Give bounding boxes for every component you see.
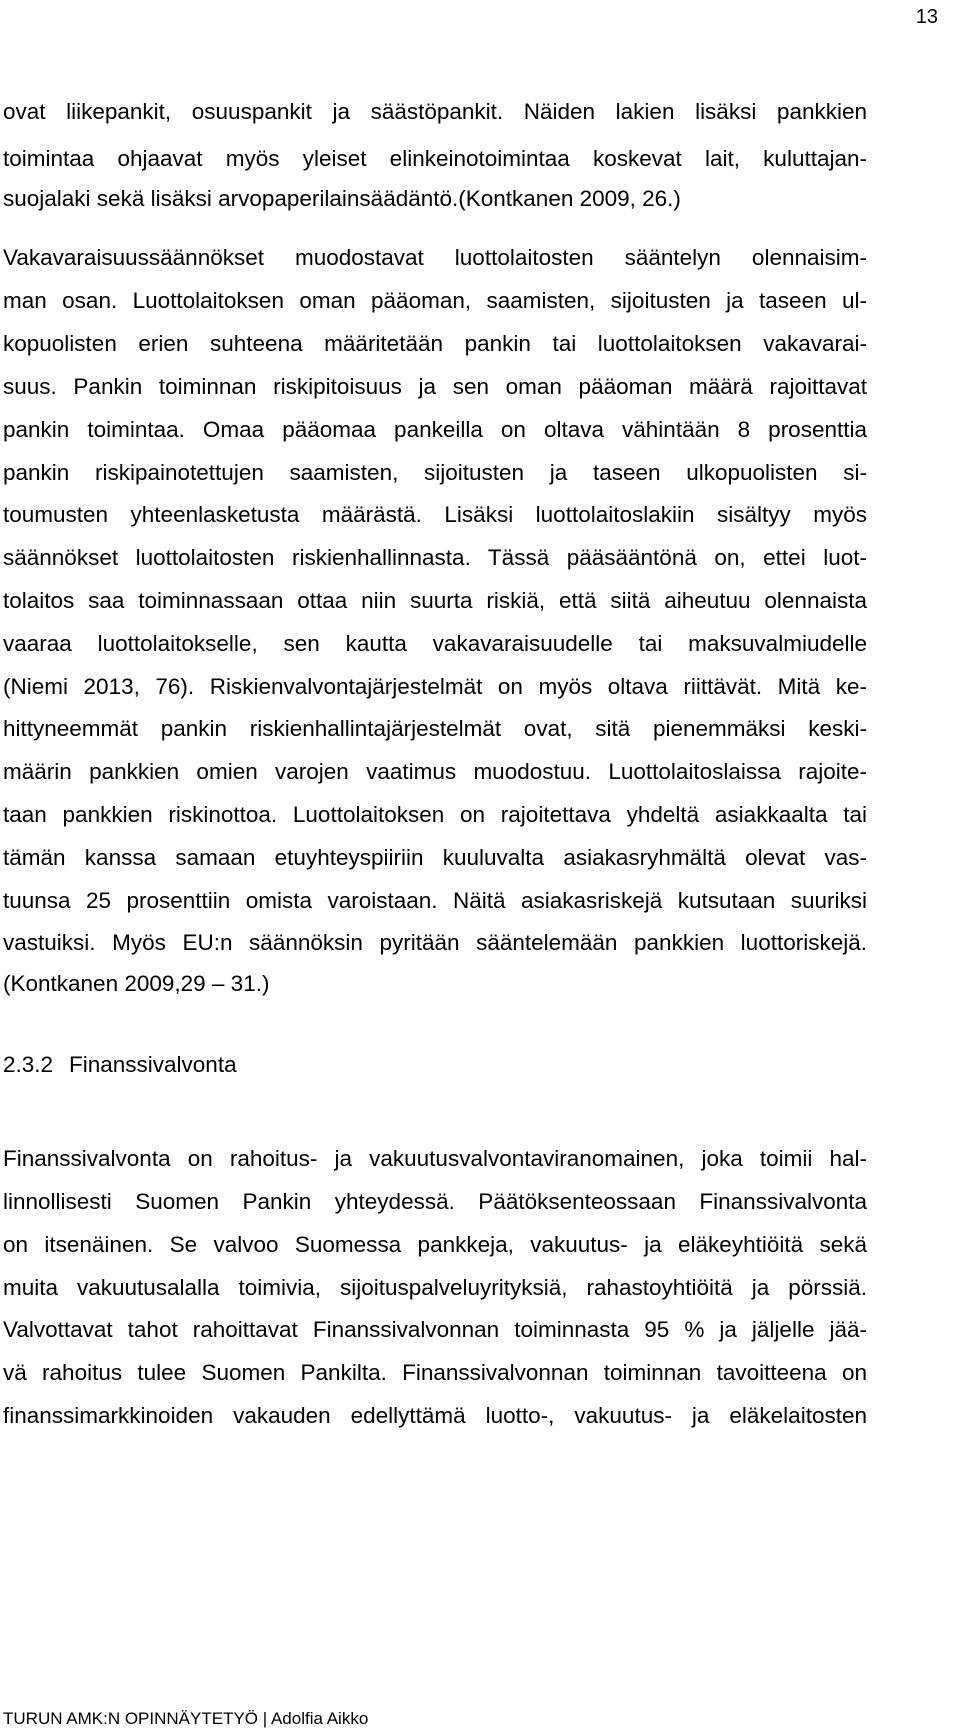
paragraph-line: määrin pankkien omien varojen vaatimus muodostuu. Luottolaitoslaissa rajoite- bbox=[3, 759, 867, 784]
paragraph-line: pankin toimintaa. Omaa pääomaa pankeilla on oltava vähintään 8 prosenttia bbox=[3, 417, 867, 442]
paragraph-line: tuunsa 25 prosenttiin omista varoistaan. Näitä asiakasriskejä kutsutaan suuriksi bbox=[3, 888, 867, 913]
paragraph-line: on itsenäinen. Se valvoo Suomessa pankkeja, vakuutus- ja eläkeyhtiöitä sekä bbox=[3, 1232, 867, 1257]
section-title: Finanssivalvonta bbox=[69, 1052, 237, 1077]
paragraph-line: suojalaki sekä lisäksi arvopaperilainsäädäntö.(Kontkanen 2009, 26.) bbox=[3, 186, 681, 211]
section-heading bbox=[3, 1050, 237, 1080]
paragraph-line: toumusten yhteenlasketusta määrästä. Lisäksi luottolaitoslakiin sisältyy myös bbox=[3, 502, 867, 527]
paragraph-line: kopuolisten erien suhteena määritetään pankin tai luottolaitoksen vakavarai- bbox=[3, 331, 867, 356]
paragraph-line: Finanssivalvonta on rahoitus- ja vakuutusvalvontaviranomainen, joka toimii hal- bbox=[3, 1146, 867, 1171]
paragraph-line: (Niemi 2013, 76). Riskienvalvontajärjestelmät on myös oltava riittävät. Mitä ke- bbox=[3, 674, 867, 699]
paragraph-line: suus. Pankin toiminnan riskipitoisuus ja sen oman pääoman määrä rajoittavat bbox=[3, 374, 867, 399]
paragraph-line: Valvottavat tahot rahoittavat Finanssivalvonnan toiminnasta 95 % ja jäljelle jää- bbox=[3, 1317, 867, 1342]
page-footer: TURUN AMK:N OPINNÄYTETYÖ | Adolfia Aikko bbox=[3, 1709, 369, 1728]
paragraph-line: pankin riskipainotettujen saamisten, sijoitusten ja taseen ulkopuolisten si- bbox=[3, 460, 867, 485]
paragraph-line: (Kontkanen 2009,29 – 31.) bbox=[3, 971, 270, 996]
paragraph-line: vaaraa luottolaitokselle, sen kautta vakavaraisuudelle tai maksuvalmiudelle bbox=[3, 631, 867, 656]
paragraph-line: hittyneemmät pankin riskienhallintajärjestelmät ovat, sitä pienemmäksi keski- bbox=[3, 716, 867, 741]
paragraph-line: tolaitos saa toiminnassaan ottaa niin suurta riskiä, että siitä aiheutuu olennaista bbox=[3, 588, 867, 613]
paragraph-line: vä rahoitus tulee Suomen Pankilta. Finanssivalvonnan toiminnan tavoitteena on bbox=[3, 1360, 867, 1385]
paragraph-line: muita vakuutusalalla toimivia, sijoituspalveluyrityksiä, rahastoyhtiöitä ja pörssiä. bbox=[3, 1275, 867, 1300]
section-number: 2.3.2 bbox=[3, 1052, 54, 1077]
paragraph-line: vastuiksi. Myös EU:n säännöksin pyritään sääntelemään pankkien luottoriskejä. bbox=[3, 930, 867, 955]
paragraph-line: taan pankkien riskinottoa. Luottolaitoksen on rajoitettava yhdeltä asiakkaalta tai bbox=[3, 802, 867, 827]
paragraph-line: linnollisesti Suomen Pankin yhteydessä. Päätöksenteossaan Finanssivalvonta bbox=[3, 1189, 867, 1214]
paragraph-line: toimintaa ohjaavat myös yleiset elinkeinotoimintaa koskevat lait, kuluttajan- bbox=[3, 146, 867, 171]
paragraph-line: Vakavaraisuussäännökset muodostavat luottolaitosten sääntelyn olennaisim- bbox=[3, 245, 867, 270]
paragraph-line: finanssimarkkinoiden vakauden edellyttämä luotto-, vakuutus- ja eläkelaitosten bbox=[3, 1403, 867, 1428]
paragraph-line: man osan. Luottolaitoksen oman pääoman, saamisten, sijoitusten ja taseen ul- bbox=[3, 288, 867, 313]
page-number: 13 bbox=[915, 6, 938, 28]
paragraph-line: säännökset luottolaitosten riskienhallinnasta. Tässä pääsääntönä on, ettei luot- bbox=[3, 545, 867, 570]
paragraph-line: tämän kanssa samaan etuyhteyspiiriin kuuluvalta asiakasryhmältä olevat vas- bbox=[3, 845, 867, 870]
paragraph-line: ovat liikepankit, osuuspankit ja säästöpankit. Näiden lakien lisäksi pankkien bbox=[3, 99, 867, 124]
